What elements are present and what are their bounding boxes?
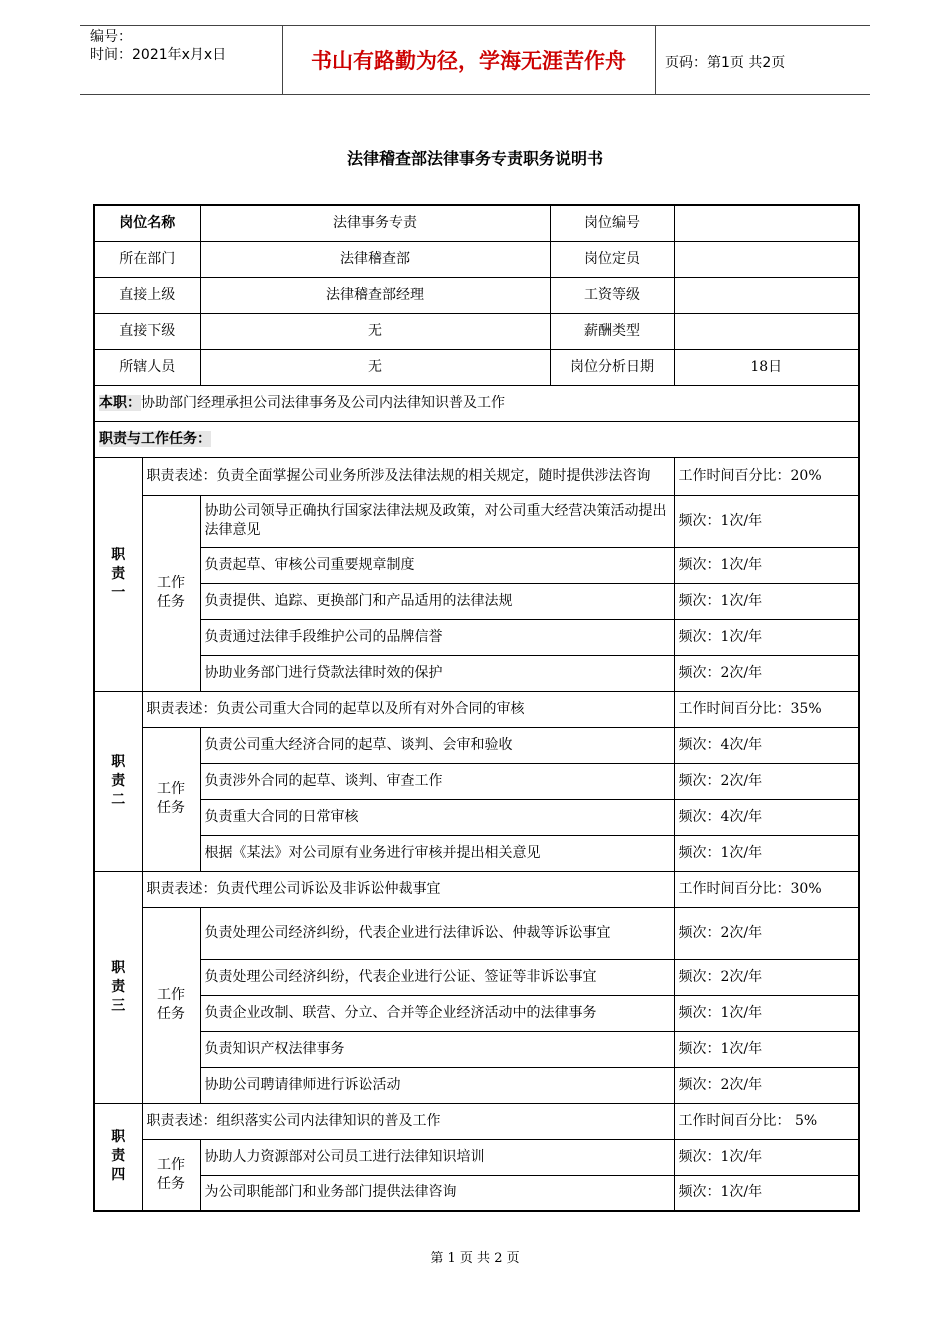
header-page-info: 页码：第1页 共2页 — [665, 55, 786, 71]
task-frequency: 频次：2次/年 — [674, 763, 859, 799]
task-label-bottom: 任务 — [157, 800, 185, 816]
info-label: 岗位编号 — [550, 205, 674, 241]
info-value — [674, 277, 859, 313]
responsibility-label — [94, 1103, 142, 1211]
task-frequency: 频次：1次/年 — [674, 1175, 859, 1211]
task-row — [94, 547, 859, 583]
task-frequency: 频次：1次/年 — [674, 495, 859, 547]
task-row — [94, 1031, 859, 1067]
task-frequency: 频次：1次/年 — [674, 619, 859, 655]
task-text: 负责处理公司经济纠纷，代表企业进行法律诉讼、仲裁等诉讼事宜 — [200, 907, 674, 959]
responsibility-row — [94, 457, 859, 495]
responsibility-label — [94, 457, 142, 691]
header-meta — [90, 28, 226, 64]
task-frequency: 频次：1次/年 — [674, 1031, 859, 1067]
task-text: 协助公司领导正确执行国家法律法规及政策，对公司重大经营决策活动提出法律意见 — [200, 495, 674, 547]
info-value: 法律事务专责 — [200, 205, 550, 241]
number-label: 编号： — [90, 29, 132, 45]
task-label — [142, 1139, 200, 1211]
tasks-heading-cell — [94, 421, 859, 457]
task-frequency: 频次：2次/年 — [674, 655, 859, 691]
task-row — [94, 763, 859, 799]
task-row — [94, 1175, 859, 1211]
responsibility-row — [94, 1103, 859, 1139]
info-value: 法律稽查部经理 — [200, 277, 550, 313]
tasks-heading: 职责与工作任务： — [99, 430, 211, 447]
task-label-bottom: 任务 — [157, 1006, 185, 1022]
info-value — [674, 205, 859, 241]
task-text: 负责重大合同的日常审核 — [200, 799, 674, 835]
task-text: 负责涉外合同的起草、谈判、审查工作 — [200, 763, 674, 799]
info-row — [94, 313, 859, 349]
task-row — [94, 995, 859, 1031]
responsibility-statement: 职责表述：负责公司重大合同的起草以及所有对外合同的审核 — [142, 691, 674, 727]
task-text: 协助公司聘请律师进行诉讼活动 — [200, 1067, 674, 1103]
info-row — [94, 241, 859, 277]
task-text: 负责通过法律手段维护公司的品牌信誉 — [200, 619, 674, 655]
responsibility-row — [94, 691, 859, 727]
info-label: 岗位名称 — [94, 205, 200, 241]
task-row — [94, 799, 859, 835]
task-frequency: 频次：1次/年 — [674, 835, 859, 871]
task-row — [94, 1067, 859, 1103]
work-time-percent: 工作时间百分比： 5% — [674, 1103, 859, 1139]
task-frequency: 频次：4次/年 — [674, 799, 859, 835]
info-label: 直接下级 — [94, 313, 200, 349]
tasks-heading-row — [94, 421, 859, 457]
task-label-bottom: 任务 — [157, 594, 185, 610]
duty-label: 本职： — [99, 394, 141, 411]
info-row — [94, 205, 859, 241]
responsibility-label — [94, 871, 142, 1103]
task-text: 负责起草、审核公司重要规章制度 — [200, 547, 674, 583]
task-row — [94, 655, 859, 691]
responsibility-statement: 职责表述：负责代理公司诉讼及非诉讼仲裁事宜 — [142, 871, 674, 907]
responsibility-label-char: 责 — [111, 772, 126, 789]
info-value: 法律稽查部 — [200, 241, 550, 277]
job-description-table — [93, 204, 860, 1212]
task-text: 负责公司重大经济合同的起草、谈判、会审和验收 — [200, 727, 674, 763]
duty-text: 协助部门经理承担公司法律事务及公司内法律知识普及工作 — [141, 394, 505, 411]
info-value — [674, 241, 859, 277]
task-row — [94, 727, 859, 763]
responsibility-label — [94, 691, 142, 871]
task-label-top: 工作 — [157, 781, 185, 797]
task-text: 根据《某法》对公司原有业务进行审核并提出相关意见 — [200, 835, 674, 871]
task-row — [94, 835, 859, 871]
responsibility-statement: 职责表述：负责全面掌握公司业务所涉及法律法规的相关规定，随时提供涉法咨询 — [142, 457, 674, 495]
task-label — [142, 727, 200, 871]
info-label: 岗位定员 — [550, 241, 674, 277]
responsibility-label-char: 职 — [111, 753, 126, 770]
task-text: 协助人力资源部对公司员工进行法律知识培训 — [200, 1139, 674, 1175]
info-value: 18日 — [674, 349, 859, 385]
responsibility-label-char: 二 — [111, 791, 126, 808]
task-frequency: 频次：2次/年 — [674, 907, 859, 959]
page-footer: 第 1 页 共 2 页 — [430, 1251, 520, 1266]
responsibility-label-char: 责 — [111, 978, 126, 995]
responsibility-label-char: 职 — [111, 1129, 126, 1146]
work-time-percent: 工作时间百分比：35% — [674, 691, 859, 727]
task-label-top: 工作 — [157, 987, 185, 1003]
info-label: 岗位分析日期 — [550, 349, 674, 385]
info-label: 所辖人员 — [94, 349, 200, 385]
info-label: 工资等级 — [550, 277, 674, 313]
header-slogan: 书山有路勤为径，学海无涯苦作舟 — [311, 48, 626, 73]
info-label: 所在部门 — [94, 241, 200, 277]
document-title: 法律稽查部法律事务专责职务说明书 — [346, 149, 603, 168]
task-frequency: 频次：1次/年 — [674, 995, 859, 1031]
task-row — [94, 1139, 859, 1175]
task-frequency: 频次：2次/年 — [674, 1067, 859, 1103]
info-label: 直接上级 — [94, 277, 200, 313]
task-text: 协助业务部门进行贷款法律时效的保护 — [200, 655, 674, 691]
responsibility-statement: 职责表述：组织落实公司内法律知识的普及工作 — [142, 1103, 674, 1139]
responsibility-label-char: 责 — [111, 1148, 126, 1165]
responsibility-label-char: 三 — [111, 997, 126, 1014]
task-row — [94, 959, 859, 995]
task-row — [94, 583, 859, 619]
page-header — [80, 25, 870, 95]
task-text: 负责企业改制、联营、分立、合并等企业经济活动中的法律事务 — [200, 995, 674, 1031]
info-row — [94, 277, 859, 313]
info-value: 无 — [200, 349, 550, 385]
work-time-percent: 工作时间百分比：30% — [674, 871, 859, 907]
task-label — [142, 907, 200, 1103]
info-value — [674, 313, 859, 349]
task-text: 负责处理公司经济纠纷，代表企业进行公证、签证等非诉讼事宜 — [200, 959, 674, 995]
task-label-bottom: 任务 — [157, 1175, 185, 1192]
task-text: 负责知识产权法律事务 — [200, 1031, 674, 1067]
task-text: 为公司职能部门和业务部门提供法律咨询 — [200, 1175, 674, 1211]
responsibility-label-char: 四 — [111, 1167, 126, 1184]
task-row — [94, 907, 859, 959]
work-time-percent: 工作时间百分比：20% — [674, 457, 859, 495]
time-label: 时间：2021年x月x日 — [90, 47, 227, 63]
task-label-top: 工作 — [157, 575, 185, 591]
responsibility-row — [94, 871, 859, 907]
task-text: 负责提供、追踪、更换部门和产品适用的法律法规 — [200, 583, 674, 619]
task-label — [142, 495, 200, 691]
responsibility-label-char: 职 — [111, 546, 126, 563]
header-divider — [655, 26, 656, 94]
task-frequency: 频次：2次/年 — [674, 959, 859, 995]
responsibility-label-char: 责 — [111, 565, 126, 582]
task-row — [94, 619, 859, 655]
task-frequency: 频次：1次/年 — [674, 1139, 859, 1175]
task-label-top: 工作 — [157, 1156, 185, 1173]
responsibility-label-char: 职 — [111, 959, 126, 976]
info-label: 薪酬类型 — [550, 313, 674, 349]
duty-row — [94, 385, 859, 421]
task-row — [94, 495, 859, 547]
info-row — [94, 349, 859, 385]
info-value: 无 — [200, 313, 550, 349]
task-frequency: 频次：4次/年 — [674, 727, 859, 763]
task-frequency: 频次：1次/年 — [674, 547, 859, 583]
task-frequency: 频次：1次/年 — [674, 583, 859, 619]
duty-cell — [94, 385, 859, 421]
responsibility-label-char: 一 — [111, 584, 126, 601]
